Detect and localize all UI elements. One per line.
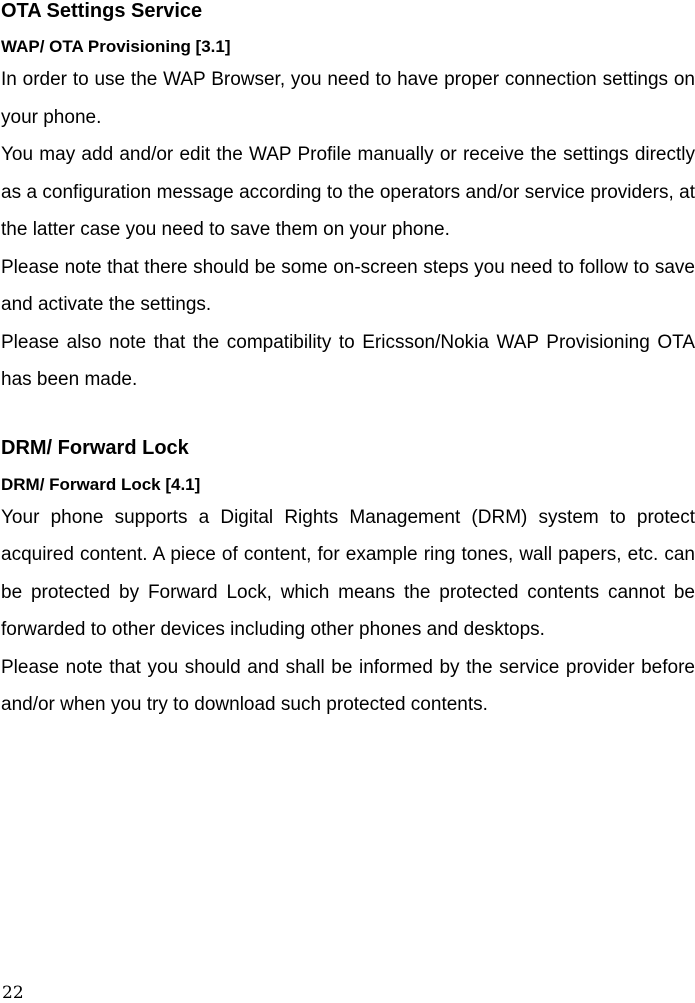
paragraph: In order to use the WAP Browser, you need to have proper connection settings on your phone. <box>1 69 695 128</box>
page-number: 22 <box>2 983 24 1003</box>
section-subtitle: WAP/ OTA Provisioning [3.1] <box>1 37 231 56</box>
paragraph: Please also note that the compatibility to Ericsson/Nokia WAP Provisioning OTA has been made. <box>1 331 695 390</box>
paragraph: You may add and/or edit the WAP Profile manually or receive the settings directly as a configuration message according to the operators and/or service providers, at the latter case you need to save them on your phone. <box>1 144 695 240</box>
paragraph: Your phone supports a Digital Rights Management (DRM) system to protect acquired content. A piece of content, for example ring tones, wall papers, etc. can be protected by Forward Lock, which means the protected contents cannot be forwarded to other devices including other phones and desktops. <box>1 506 695 640</box>
section-title: DRM/ Forward Lock <box>1 436 189 459</box>
paragraph: Please note that you should and shall be informed by the service provider before and/or when you try to download such protected contents. <box>1 656 695 715</box>
document-page <box>1 0 695 724</box>
section-body <box>1 499 695 724</box>
section-title: OTA Settings Service <box>1 0 203 22</box>
section-subtitle: DRM/ Forward Lock [4.1] <box>1 474 201 494</box>
section-body <box>1 61 695 399</box>
ota-settings-section <box>1 0 695 399</box>
paragraph: Please note that there should be some on-screen steps you need to follow to save and activate the settings. <box>1 256 695 315</box>
drm-forward-lock-section <box>1 437 695 724</box>
